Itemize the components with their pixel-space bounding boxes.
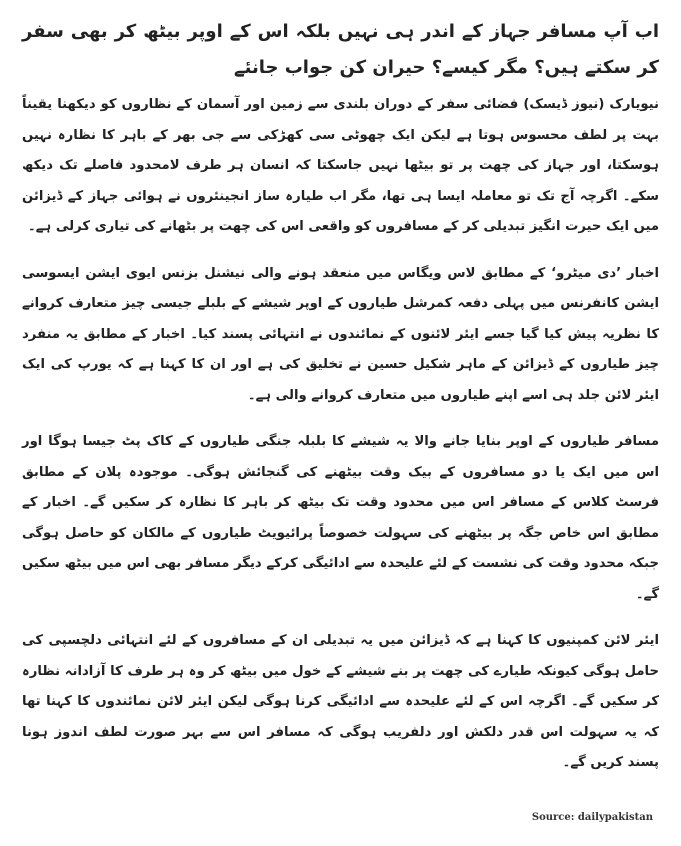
article-body — [22, 14, 659, 779]
article-paragraph-3: مسافر طیاروں کے اوپر بنایا جانے والا یہ شیشے کا بلبلہ جنگی طیاروں کے کاک پٹ جیسا ہوگا اور اس میں ایک یا دو مسافروں کے بیک وقت بیٹھنے کی گنجائش ہوگی۔ موجودہ پلان کے مطابق فرسٹ کلاس کے مسافر اس میں محدود وقت تک بیٹھ کر باہر کا نظارہ کر سکیں گے۔ اخبار کے مطابق اس خاص جگہ پر بیٹھنے کی سہولت خصوصاً پرائیویٹ طیاروں کے مالکان کو حاصل ہوگی جبکہ محدود وقت کی نشست کے لئے علیحدہ سے ادائیگی کرکے دیگر مسافر بھی اس میں بیٹھ سکیں گے۔ — [22, 434, 659, 602]
article-title: اب آپ مسافر جہاز کے اندر ہی نہیں بلکہ اس کے اوپر بیٹھ کر بھی سفر کر سکتے ہیں؟ مگر کیسے؟ حیران کن جواب جانئے — [22, 21, 659, 78]
article-paragraph-1: نیویارک (نیوز ڈیسک) فضائی سفر کے دوران بلندی سے زمین اور آسمان کے نظاروں کو دیکھنا یقیناً بہت پر لطف محسوس ہوتا ہے لیکن ایک چھوٹی سی کھڑکی سے جی بھر کے باہر کا نظارہ نہیں ہوسکتا، اور جہاز کی چھت پر تو بیٹھا نہیں جاسکتا کہ انسان ہر طرف لامحدود فاصلے تک دیکھ سکے۔ اگرچہ آج تک تو معاملہ ایسا ہی تھا، مگر اب طیارہ ساز انجینئروں نے ہوائی جہاز کے ڈیزائن میں ایک حیرت انگیز تبدیلی کر کے مسافروں کو واقعی اس کی چھت پر بٹھانے کی تیاری کرلی ہے۔ — [22, 97, 659, 234]
article-paragraph-2: اخبار ’دی میٹرو‘ کے مطابق لاس ویگاس میں منعقد ہونے والی نیشنل بزنس ایوی ایشن ایسوسی ایشن کانفرنس میں پہلی دفعہ کمرشل طیاروں کے اوپر شیشے کے بلبلے جیسی چیز متعارف کروانے کا نظریہ پیش کیا گیا جسے ایئر لائنوں کے نمائندوں نے انتہائی پسند کیا۔ اخبار کے مطابق یہ منفرد چیز طیاروں کے ڈیزائن کے ماہر شکیل حسین نے تخلیق کی ہے اور ان کا کہنا ہے کہ یورپ کی ایک ایئر لائن جلد ہی اسے اپنے طیاروں میں متعارف کروانے والی ہے۔ — [22, 265, 659, 403]
article-paragraph-4: ایئر لائن کمپنیوں کا کہنا ہے کہ ڈیزائن میں یہ تبدیلی ان کے مسافروں کے لئے انتہائی دلچسپی کی حامل ہوگی کیونکہ طیارے کی چھت پر بنے شیشے کے خول میں بیٹھ کر وہ ہر طرف کا آزادانہ نظارہ کر سکیں گے۔ اگرچہ اس کے لئے علیحدہ سے ادائیگی کرنا ہوگی لیکن ایئر لائن نمائندوں کا کہنا تھا کہ یہ سہولت اس قدر دلکش اور دلفریب ہوگی کہ مسافر اس سے بہر صورت لطف اندوز ہونا پسند کریں گے۔ — [22, 633, 659, 770]
source-credit: Source: dailypakistan — [531, 812, 653, 823]
